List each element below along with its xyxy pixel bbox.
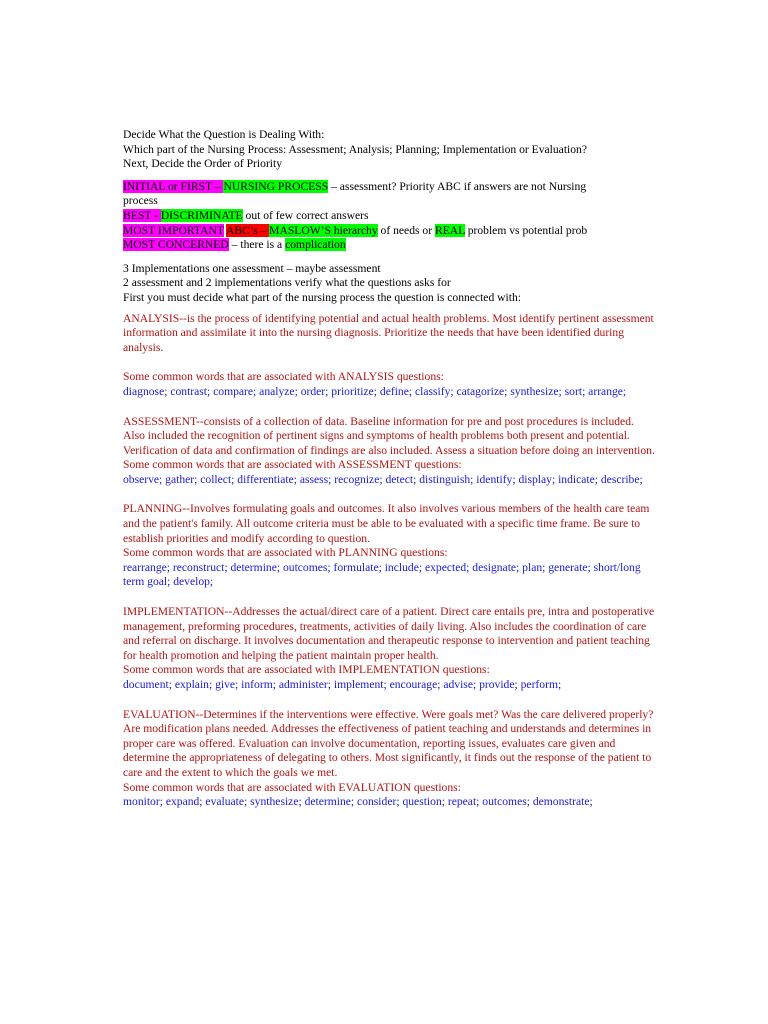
highlight-best: BEST <box>123 208 152 222</box>
analysis-definition: ANALYSIS--is the process of identifying potential and actual health problems. Most identify pertinent assessment information and assimilate it into the nursing diagnosis. Prioritize the needs that have been identified during analysis. <box>123 311 654 354</box>
highlight-initial-sep: – <box>211 179 224 193</box>
priority-row-most-important-text: problem vs potential prob <box>464 223 588 237</box>
evaluation-definition: EVALUATION--Determines if the interventions were effective. Were goals met? Was the care delivered properly? Are modification plans needed. Addresses the effectiveness of patient teaching and understands and determines in proper care was offered. Evaluation can involve documentation, reporting issues, evaluates care given and determine the appropriateness of delegating to others. Most significantly, it finds out the response of the patient to care and the extent to which the goals we met. <box>123 707 654 779</box>
planning-words-intro: Some common words that are associated with PLANNING questions: <box>123 546 448 560</box>
analysis-keywords: diagnose; contrast; compare; analyze; order; prioritize; define; classify; catagorize; synthesize; sort; arrange; <box>123 384 627 398</box>
implementation-keywords: document; explain; give; inform; administer; implement; encourage; advise; provide; perform; <box>123 678 562 691</box>
highlight-initial-first: INITIAL or FIRST <box>123 179 212 193</box>
planning-section <box>123 502 658 590</box>
highlight-nursing-process: NURSING PROCESS <box>223 179 329 193</box>
assessment-section <box>123 415 658 488</box>
highlight-abcs: ABC’s <box>225 223 258 237</box>
intro-block <box>123 128 658 172</box>
priority-row-initial <box>123 180 658 195</box>
highlight-most-important: MOST IMPORTANT <box>123 223 224 237</box>
highlight-most-concerned: MOST CONCERNED <box>123 238 229 252</box>
priority-row-best-text: out of few correct answers <box>242 208 369 222</box>
priority-row-most-important-mid: of needs or <box>377 223 435 237</box>
priority-row-initial-text: – assessment? Priority ABC if answers are not Nursing <box>328 179 587 193</box>
highlight-complication: complication <box>285 238 346 252</box>
intro-line-3: Next, Decide the Order of Priority <box>123 157 283 171</box>
assessment-words-intro: Some common words that are associated with ASSESSMENT questions: <box>123 458 462 472</box>
priority-row-initial-wrap: process <box>123 194 158 208</box>
assessment-keywords: observe; gather; collect; differentiate; assess; recognize; detect; distinguish; identify; display; indicate; describe; <box>123 472 643 486</box>
priority-row-best <box>123 209 658 224</box>
implementation-definition: IMPLEMENTATION--Addresses the actual/direct care of a patient. Direct care entails pre, intra and postoperative management, preforming procedures, treatments, activities of daily living. Also includes the coordination of care and referral on discharge. It involves documentation and therapeutic response to intervention and patient teaching for health promotion and helping the patient maintain proper health. <box>123 605 655 662</box>
analysis-words-intro: Some common words that are associated with ANALYSIS questions: <box>123 370 444 384</box>
priority-row-most-important <box>123 224 658 239</box>
evaluation-keywords: monitor; expand; evaluate; synthesize; determine; consider; question; repeat; outcomes; demonstrate; <box>123 795 593 809</box>
planning-definition: PLANNING--Involves formulating goals and outcomes. It also involves various members of the health care team and the patient's family. All outcome criteria must be able to be evaluated with a specific time frame. Be sure to establish priorities and modify according to question. <box>123 502 650 545</box>
evaluation-words-intro: Some common words that are associated with EVALUATION questions: <box>123 780 461 794</box>
implementation-words-intro: Some common words that are associated with IMPLEMENTATION questions: <box>123 663 490 677</box>
priority-row-most-concerned-mid: – there is a <box>228 238 286 252</box>
priority-block <box>123 180 658 253</box>
priority-row-most-concerned <box>123 238 658 253</box>
highlight-best-sep: - <box>151 208 161 222</box>
highlight-discriminate: DISCRIMINATE <box>160 208 243 222</box>
highlight-abcs-dash: – <box>257 223 270 237</box>
notes-line-2: 2 assessment and 2 implementations verify what the questions asks for <box>123 276 451 290</box>
implementation-section <box>123 605 658 693</box>
analysis-section <box>123 312 658 400</box>
evaluation-section <box>123 708 658 810</box>
assessment-definition: ASSESSMENT--consists of a collection of data. Baseline information for pre and post procedures is included. Also included the recognition of pertinent signs and symptoms of health problems both present and potential. Verification of data and confirmation of findings are also included. Assess a situation before doing an intervention. <box>123 414 655 457</box>
notes-line-3: First you must decide what part of the nursing process the question is connected with: <box>123 290 521 304</box>
highlight-maslow: MASLOW’S hierarchy <box>269 223 378 237</box>
notes-line-1: 3 Implementations one assessment – maybe assessment <box>123 261 381 275</box>
planning-keywords: rearrange; reconstruct; determine; outcomes; formulate; include; expected; designate; plan; generate; short/long term goal; develop; <box>123 560 641 589</box>
highlight-real: REAL <box>434 223 465 237</box>
notes-block <box>123 262 658 306</box>
intro-line-2: Which part of the Nursing Process: Assessment; Analysis; Planning; Implementation or Evaluation? <box>123 142 587 156</box>
intro-line-1: Decide What the Question is Dealing With: <box>123 128 325 141</box>
